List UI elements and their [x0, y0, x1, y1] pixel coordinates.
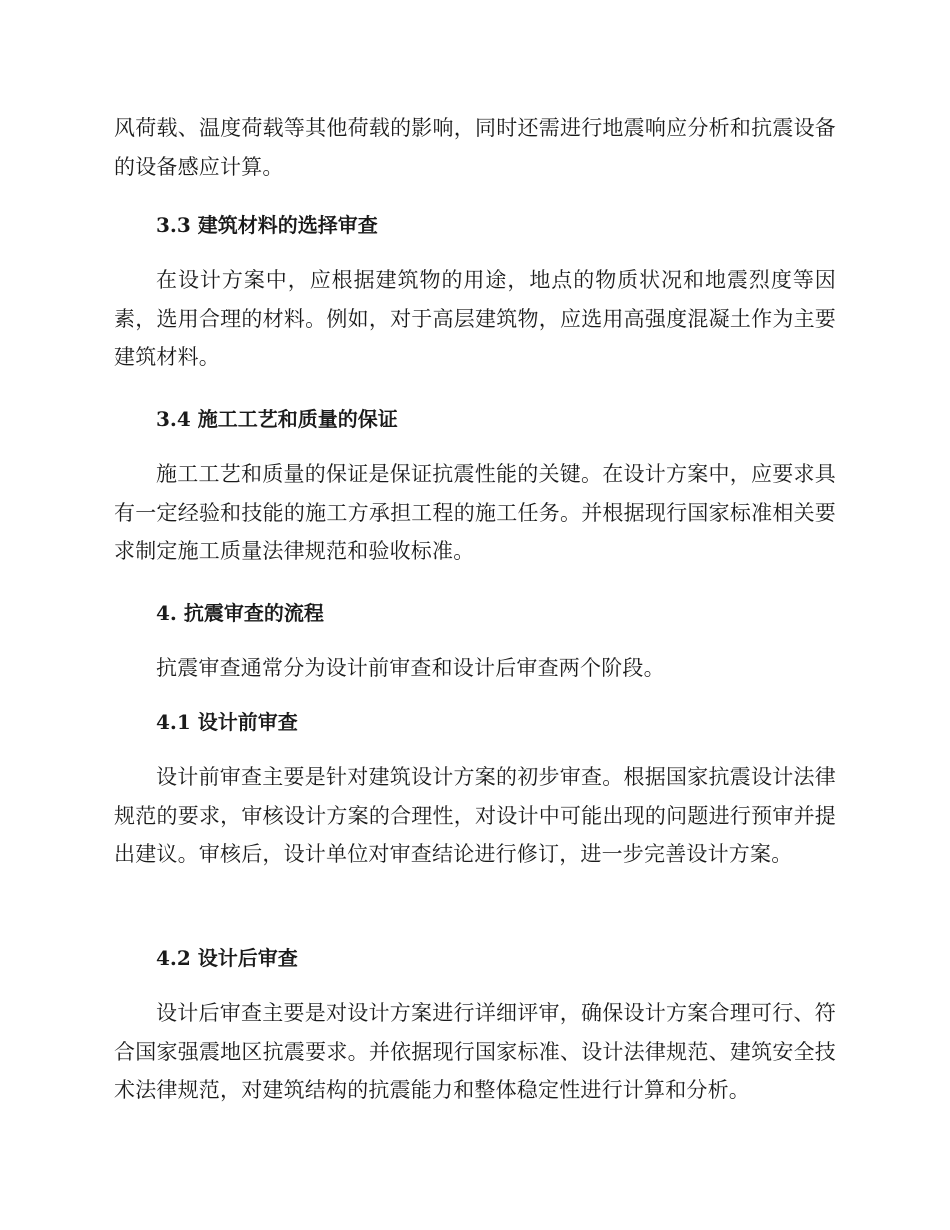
heading-text: 3.3 建筑材料的选择审查 [156, 213, 378, 237]
heading-text: 4. 抗震审查的流程 [156, 601, 324, 625]
paragraph-text: 风荷载、温度荷载等其他荷载的影响，同时还需进行地震响应分析和抗震设备的设备感应计算。 [114, 116, 836, 179]
paragraph-text: 设计前审查主要是针对建筑设计方案的初步审查。根据国家抗震设计法律规范的要求，审核设计方案的合理性，对设计中可能出现的问题进行预审并提出建议。审核后，设计单位对审查结论进行修订，进一步完善设计方案。 [114, 765, 836, 866]
paragraph-materials [114, 261, 836, 377]
section-heading-3-4 [114, 404, 836, 434]
paragraph-construction-quality [114, 455, 836, 571]
paragraph-continuation [114, 109, 836, 186]
paragraph-text: 在设计方案中，应根据建筑物的用途，地点的物质状况和地震烈度等因素，选用合理的材料。例如，对于高层建筑物，应选用高强度混凝土作为主要建筑材料。 [114, 268, 836, 369]
section-heading-3-3 [114, 210, 836, 240]
section-heading-4-1 [114, 707, 836, 737]
paragraph-text: 设计后审查主要是对设计方案进行详细评审，确保设计方案合理可行、符合国家强震地区抗震要求。并依据现行国家标准、设计法律规范、建筑安全技术法律规范，对建筑结构的抗震能力和整体稳定性进行计算和分析。 [114, 1001, 836, 1102]
section-heading-4 [114, 598, 836, 628]
paragraph-text: 施工工艺和质量的保证是保证抗震性能的关键。在设计方案中，应要求具有一定经验和技能的施工方承担工程的施工任务。并根据现行国家标准相关要求制定施工质量法律规范和验收标准。 [114, 462, 836, 563]
paragraph-text: 抗震审查通常分为设计前审查和设计后审查两个阶段。 [156, 656, 665, 680]
heading-text: 3.4 施工工艺和质量的保证 [156, 407, 398, 431]
paragraph-post-design-review [114, 994, 836, 1110]
heading-text: 4.2 设计后审查 [156, 946, 298, 970]
paragraph-process-intro [114, 649, 836, 688]
section-heading-4-2 [114, 943, 836, 973]
paragraph-pre-design-review [114, 758, 836, 874]
heading-text: 4.1 设计前审查 [156, 710, 298, 734]
